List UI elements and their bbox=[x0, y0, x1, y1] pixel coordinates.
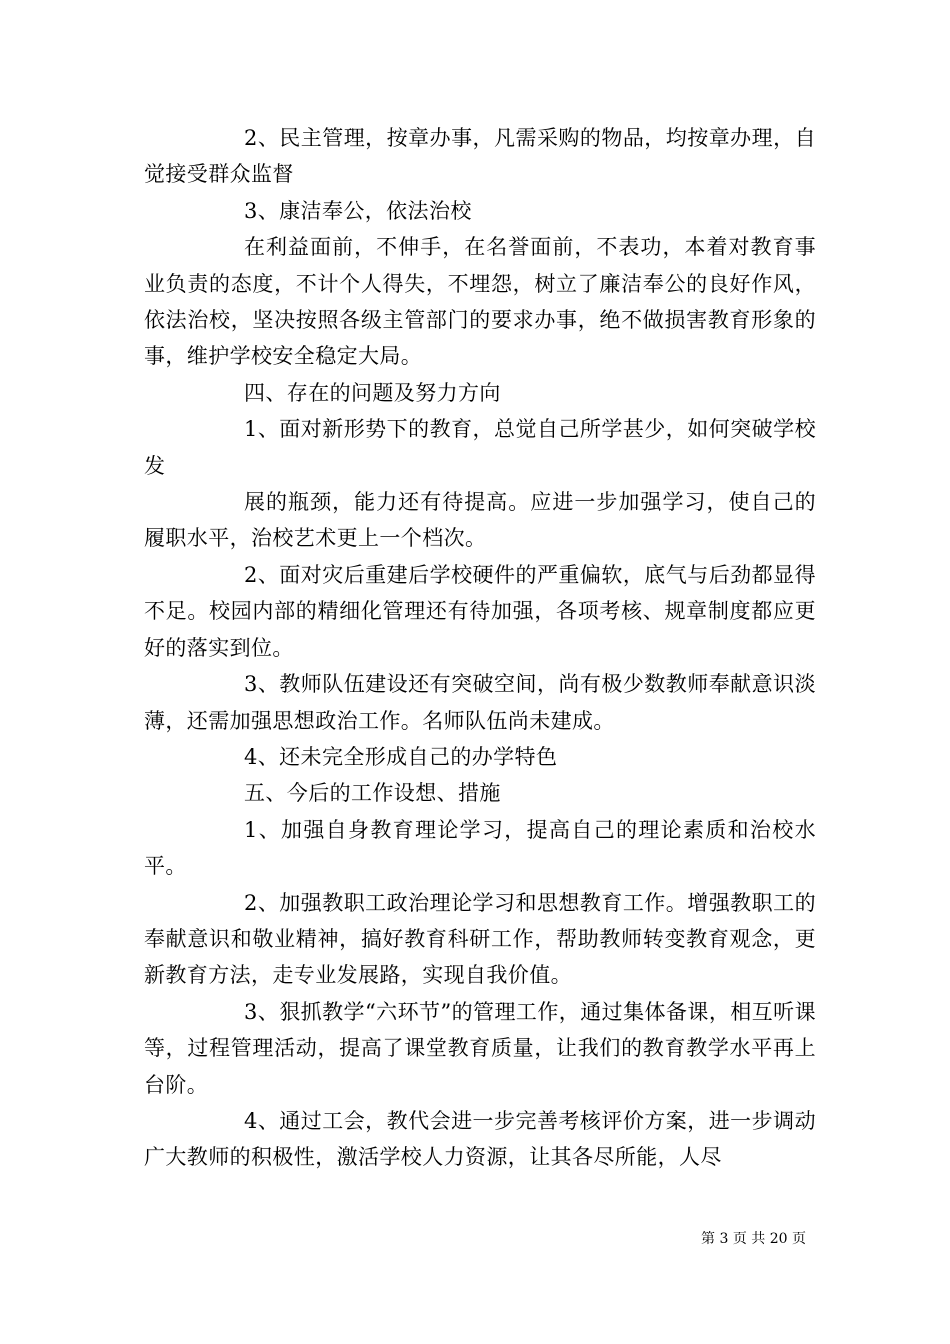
paragraph-9: 4、还未完全形成自己的办学特色 bbox=[244, 744, 558, 769]
paragraph-8: 3、教师队伍建设还有突破空间，尚有极少数教师奉献意识淡薄，还需加强思想政治工作。名师队伍尚未建成。 bbox=[144, 672, 816, 733]
paragraph-6: 展的瓶颈，能力还有待提高。应进一步加强学习，使自己的履职水平，治校艺术更上一个档次。 bbox=[144, 490, 816, 551]
paragraph-14: 4、通过工会，教代会进一步完善考核评价方案，进一步调动广大教师的积极性，激活学校人力资源，让其各尽所能，人尽 bbox=[144, 1108, 816, 1170]
paragraph-12: 2、加强教职工政治理论学习和思想教育工作。增强教职工的奉献意识和敬业精神，搞好教育科研工作，帮助教师转变教育观念，更新教育方法，走专业发展路，实现自我价值。 bbox=[144, 890, 816, 988]
paragraph-11: 1、加强自身教育理论学习，提高自己的理论素质和治校水平。 bbox=[144, 817, 816, 879]
section-heading-4: 四、存在的问题及努力方向 bbox=[244, 380, 501, 405]
paragraph-7: 2、面对灾后重建后学校硬件的严重偏软，底气与后劲都显得不足。校园内部的精细化管理还有待加强，各项考核、规章制度都应更好的落实到位。 bbox=[144, 562, 816, 660]
paragraph-3: 在利益面前，不伸手，在名誉面前，不表功，本着对教育事业负责的态度，不计个人得失，不埋怨，树立了廉洁奉公的良好作风，依法治校，坚决按照各级主管部门的要求办事，绝不做损害教育形象的事，维护学校安全稳定大局。 bbox=[144, 235, 816, 369]
paragraph-1: 2、民主管理，按章办事，凡需采购的物品，均按章办理，自觉接受群众监督 bbox=[144, 126, 816, 187]
paragraph-13: 3、狠抓教学“六环节”的管理工作，通过集体备课，相互听课等，过程管理活动，提高了课堂教育质量，让我们的教育教学水平再上台阶。 bbox=[144, 999, 816, 1097]
paragraph-5: 1、面对新形势下的教育，总觉自己所学甚少，如何突破学校发 bbox=[144, 417, 816, 478]
page-number-footer: 第 3 页 共 20 页 bbox=[701, 1231, 806, 1247]
document-body bbox=[144, 120, 816, 1176]
paragraph-2: 3、康洁奉公，依法治校 bbox=[244, 198, 472, 223]
section-heading-5: 五、今后的工作设想、措施 bbox=[244, 781, 501, 806]
